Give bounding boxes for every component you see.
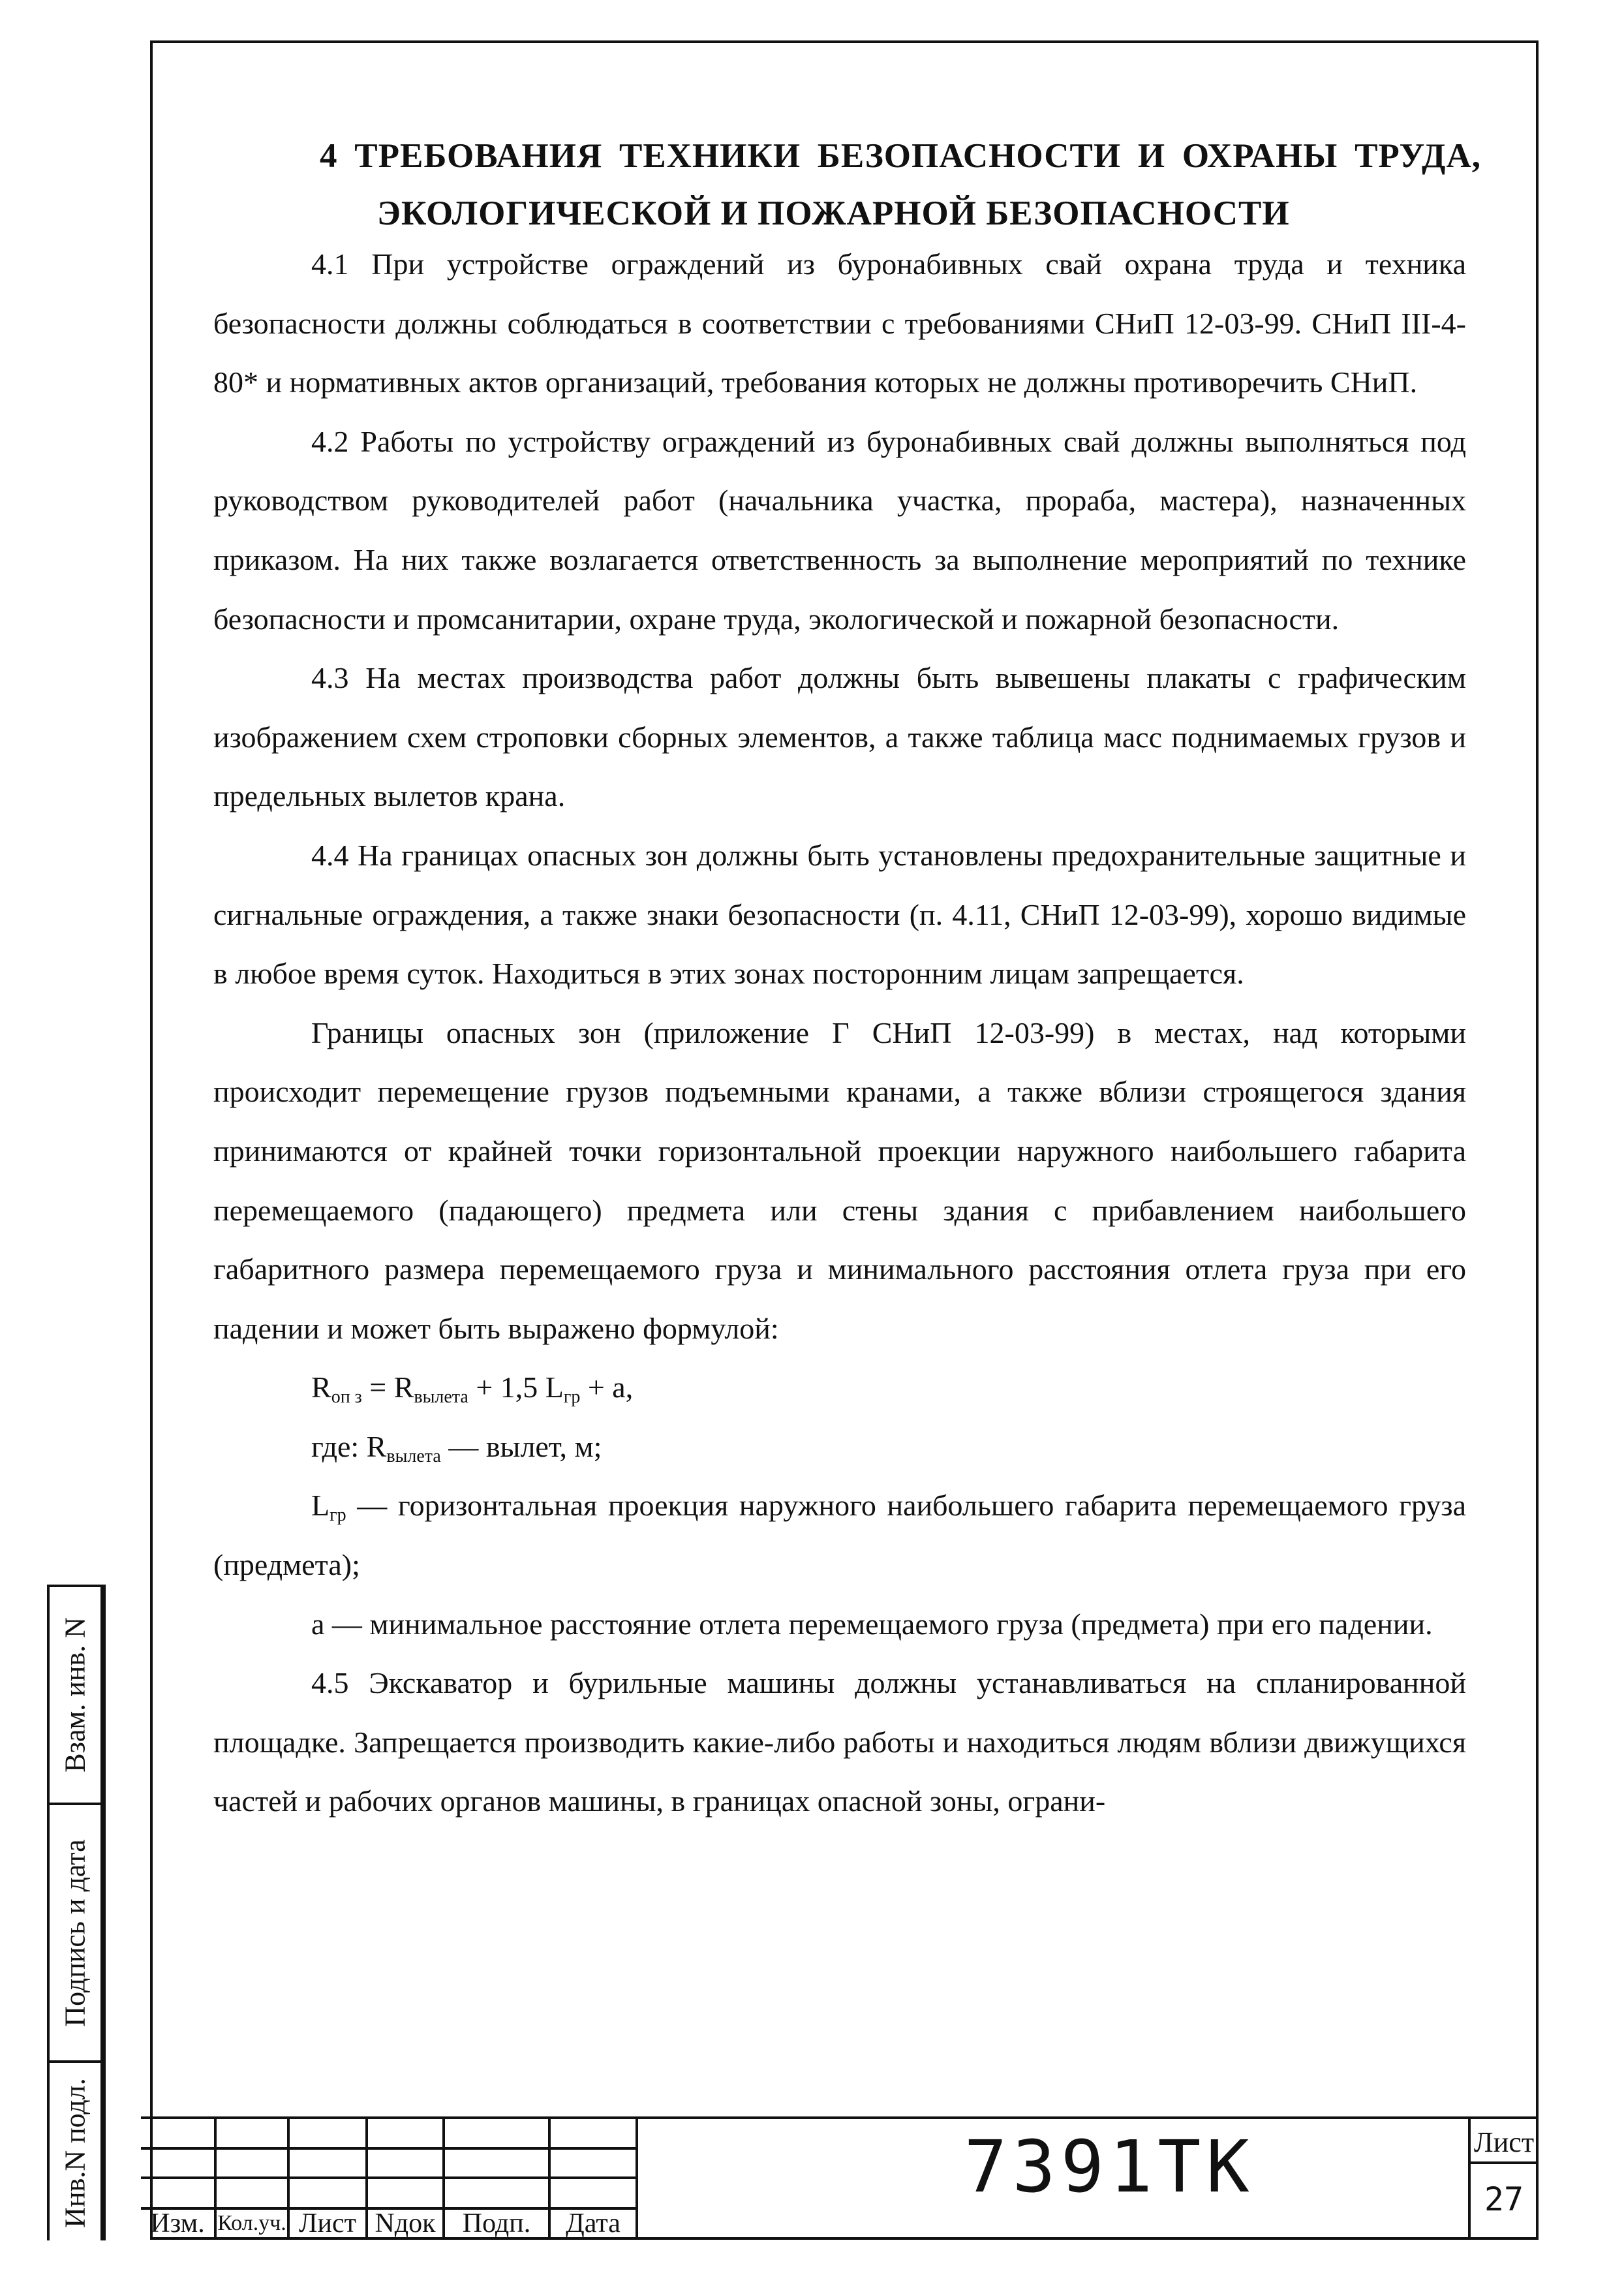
side-divider <box>103 1585 106 2240</box>
stamp-col-data: Дата <box>566 2208 620 2238</box>
sheet-cell-divider <box>1469 2161 1539 2164</box>
formula-L-definition: $L_{гр}$ — горизонтальная проекция наружного наибольшего габарита перемещаемого груза (предмета); <box>213 1489 1466 1582</box>
paragraph-4-4: 4.4 На границах опасных зон должны быть установлены предохранительные защитные и сигнальные ограждения, а также знаки безопасности (п. 4.11, СНиП 12-03-99), хорошо видимые в любое время суток. Находиться в этих зонах посторонним лицам запрещается. <box>213 838 1466 991</box>
heading-line-2: ЭКОЛОГИЧЕСКОЙ И ПОЖАРНОЙ БЕЗОПАСНОСТИ <box>377 194 1290 232</box>
side-label-sign-date: Подпись и дата <box>59 1838 91 2027</box>
document-body <box>213 235 1466 1831</box>
heading-line-1: 4 ТРЕБОВАНИЯ ТЕХНИКИ БЕЗОПАСНОСТИ И ОХРАНЫ ТРУДА, <box>320 137 1481 175</box>
sheet-label: Лист <box>1473 2126 1535 2158</box>
paragraph-4-2: 4.2 Работы по устройству ограждений из буронабивных свай должны выполняться под руководством руководителей работ (начальника участка, прораба, мастера), назначенных приказом. На них также возлагается ответственность за выполнение мероприятий по технике безопасности и промсанитарии, охране труда, экологической и пожарной безопасности. <box>213 424 1466 636</box>
paragraph-4-5: 4.5 Экскаватор и бурильные машины должны устанавливаться на спланированной площадке. Запрещается производить какие-либо работы и находиться людям вблизи движущихся частей и рабочих органов машины, в границах опасной зоны, ограни- <box>213 1666 1466 1818</box>
side-label-vzam-inv: Взам. инв. N <box>59 1617 91 1773</box>
stamp-col-kolvo: Кол.уч. <box>217 2211 286 2235</box>
col-line-6 <box>636 2116 638 2240</box>
title-block-top-line <box>141 2116 1539 2119</box>
danger-zone-formula: $R_{оп з} = R_{вылета} + 1,5$ $L_{гр} + а$, <box>311 1371 634 1408</box>
stamp-col-ndok: Nдок <box>375 2208 436 2238</box>
side-cell-vzam <box>50 1587 100 1803</box>
stamp-col-list: Лист <box>299 2208 356 2238</box>
section-heading <box>320 127 1481 242</box>
side-stamp <box>47 1585 103 2240</box>
stamp-col-podp: Подп. <box>462 2208 531 2238</box>
stamp-col-izm: Изм. <box>150 2208 205 2238</box>
formula-where: где: $R_{вылета}$ — вылет, м; <box>311 1429 602 1466</box>
formula-a-definition: а — минимальное расстояние отлета перемещаемого груза (предмета) при его падении. <box>311 1607 1433 1641</box>
side-label-inv-orig: Инв.N подл. <box>59 2078 91 2228</box>
side-cell-inv <box>50 2060 100 2243</box>
paragraph-4-3: 4.3 На местах производства работ должны быть вывешены плакаты с графическим изображением схем строповки сборных элементов, а также таблица масс поднимаемых грузов и предельных вылетов крана. <box>213 661 1466 813</box>
sheet-number: 27 <box>1484 2180 1524 2218</box>
side-cell-sign <box>50 1803 100 2060</box>
paragraph-danger-zones: Границы опасных зон (приложение Г СНиП 12-03-99) в местах, над которыми происходит перемещение грузов подъемными кранами, а также вблизи строящегося здания принимаются от крайней точки горизонтальной проекции наружного наибольшего габарита перемещаемого (падающего) предмета или стены здания с прибавлением наибольшего габаритного размера перемещаемого груза и минимального расстояния отлета груза при его падении и может быть выражено формулой: <box>213 1015 1466 1345</box>
document-code: 7391ТК <box>964 2125 1255 2208</box>
paragraph-4-1: 4.1 При устройстве ограждений из буронабивных свай охрана труда и техника безопасности должны соблюдаться в соответствии с требованиями СНиП 12-03-99. СНиП III-4-80* и нормативных актов организаций, требования которых не должны противоречить СНиП. <box>213 247 1466 399</box>
